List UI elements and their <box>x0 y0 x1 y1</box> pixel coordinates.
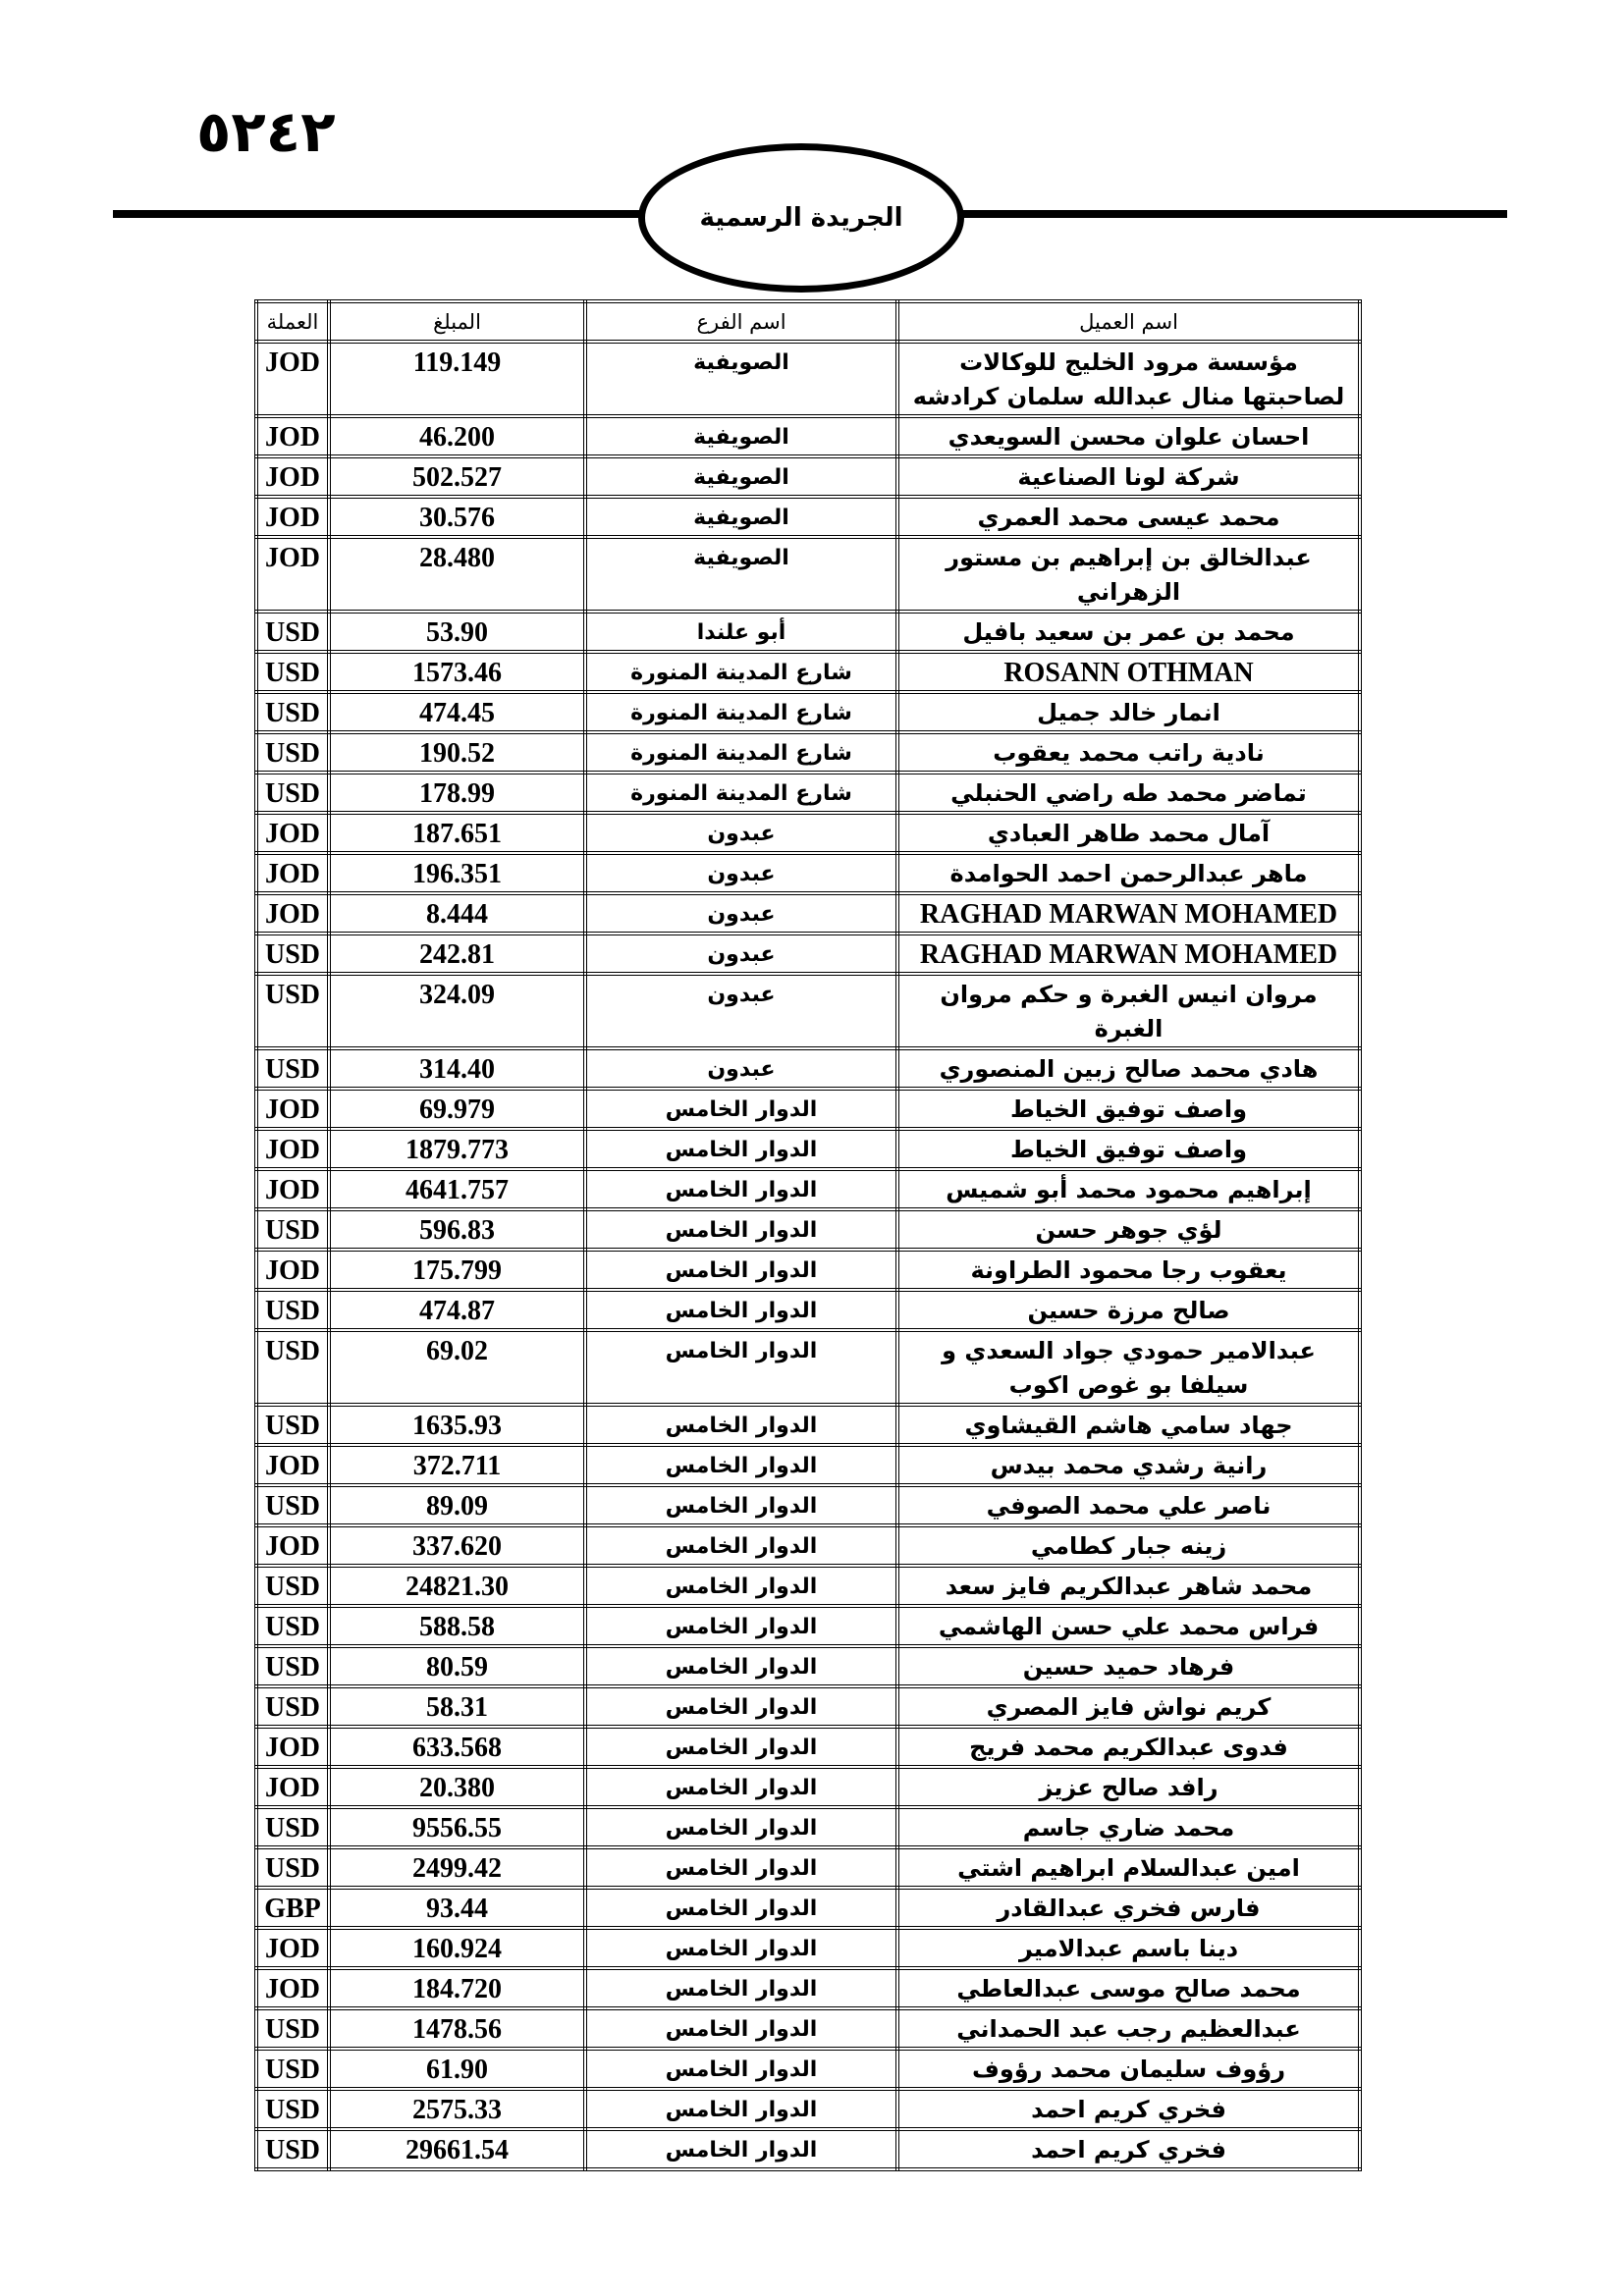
name-cell: محمد بن عمر بن سعيد بافيل <box>897 612 1360 652</box>
currency-cell: JOD <box>256 1968 329 2008</box>
name-cell: فارس فخري عبدالقادر <box>897 1888 1360 1928</box>
currency-cell: USD <box>256 1048 329 1089</box>
table-row <box>256 1686 1360 1727</box>
branch-cell: شارع المدينة المنورة <box>585 692 897 732</box>
name-cell: رؤوف سليمان محمد رؤوف <box>897 2049 1360 2089</box>
currency-cell: JOD <box>256 1250 329 1290</box>
amount-cell: 633.568 <box>329 1727 585 1767</box>
header-currency: العملة <box>256 301 329 342</box>
branch-cell: الدوار الخامس <box>585 1485 897 1525</box>
name-cell: مروان انيس الغبرة و حكم مروان الغبرة <box>897 974 1360 1048</box>
table-row <box>256 1968 1360 2008</box>
amount-cell: 175.799 <box>329 1250 585 1290</box>
amount-cell: 89.09 <box>329 1485 585 1525</box>
name-cell: عبدالامير حمودي جواد السعدي و سيلفا بو غوص اكوب <box>897 1330 1360 1405</box>
branch-cell: عبدون <box>585 853 897 893</box>
table-row <box>256 1209 1360 1250</box>
name-cell: شركة لونا الصناعية <box>897 456 1360 497</box>
name-cell: فخري كريم احمد <box>897 2129 1360 2169</box>
table-row <box>256 1646 1360 1686</box>
amount-cell: 93.44 <box>329 1888 585 1928</box>
currency-cell: JOD <box>256 1767 329 1807</box>
amount-cell: 8.444 <box>329 893 585 934</box>
amount-cell: 9556.55 <box>329 1807 585 1847</box>
amount-cell: 314.40 <box>329 1048 585 1089</box>
currency-cell: JOD <box>256 813 329 853</box>
name-cell: فدوى عبدالكريم محمد فريج <box>897 1727 1360 1767</box>
table-row <box>256 1807 1360 1847</box>
table-row <box>256 1089 1360 1129</box>
currency-cell: USD <box>256 1566 329 1606</box>
name-cell: لؤي جوهر حسن <box>897 1209 1360 1250</box>
branch-cell: الدوار الخامس <box>585 1566 897 1606</box>
branch-cell: الدوار الخامس <box>585 1928 897 1968</box>
name-cell: زينه جبار كطامي <box>897 1525 1360 1566</box>
name-cell: هادي محمد صالح زبين المنصوري <box>897 1048 1360 1089</box>
name-cell: واصف توفيق الخياط <box>897 1129 1360 1169</box>
name-cell: تماضر محمد طه راضي الحنبلي <box>897 773 1360 813</box>
table-row <box>256 1727 1360 1767</box>
name-cell: RAGHAD MARWAN MOHAMED <box>897 893 1360 934</box>
amount-cell: 160.924 <box>329 1928 585 1968</box>
header-amount: المبلغ <box>329 301 585 342</box>
amount-cell: 29661.54 <box>329 2129 585 2169</box>
branch-cell: الدوار الخامس <box>585 2089 897 2129</box>
name-cell: امين عبدالسلام ابراهيم اشتي <box>897 1847 1360 1888</box>
amount-cell: 1573.46 <box>329 652 585 692</box>
amount-cell: 324.09 <box>329 974 585 1048</box>
name-cell: صالح مرزة حسين <box>897 1290 1360 1330</box>
amount-cell: 1478.56 <box>329 2008 585 2049</box>
amount-cell: 474.87 <box>329 1290 585 1330</box>
currency-cell: USD <box>256 612 329 652</box>
amount-cell: 53.90 <box>329 612 585 652</box>
amount-cell: 474.45 <box>329 692 585 732</box>
branch-cell: الدوار الخامس <box>585 2129 897 2169</box>
table-row <box>256 1525 1360 1566</box>
name-cell: محمد عيسى محمد العمري <box>897 497 1360 537</box>
name-cell: RAGHAD MARWAN MOHAMED <box>897 934 1360 974</box>
branch-cell: الدوار الخامس <box>585 1089 897 1129</box>
table-row <box>256 2008 1360 2049</box>
branch-cell: الدوار الخامس <box>585 1646 897 1686</box>
currency-cell: USD <box>256 1209 329 1250</box>
branch-cell: الدوار الخامس <box>585 2049 897 2089</box>
table-row <box>256 1606 1360 1646</box>
currency-cell: JOD <box>256 853 329 893</box>
currency-cell: USD <box>256 692 329 732</box>
amount-cell: 2575.33 <box>329 2089 585 2129</box>
branch-cell: عبدون <box>585 893 897 934</box>
currency-cell: JOD <box>256 1129 329 1169</box>
table-row <box>256 732 1360 773</box>
currency-cell: USD <box>256 1405 329 1445</box>
name-cell: محمد شاهر عبدالكريم فايز سعد <box>897 1566 1360 1606</box>
table-row <box>256 416 1360 456</box>
branch-cell: الدوار الخامس <box>585 2008 897 2049</box>
currency-cell: USD <box>256 2089 329 2129</box>
table-row <box>256 1888 1360 1928</box>
name-cell: جهاد سامي هاشم القيشاوي <box>897 1405 1360 1445</box>
amount-cell: 80.59 <box>329 1646 585 1686</box>
currency-cell: USD <box>256 2129 329 2169</box>
branch-cell: عبدون <box>585 974 897 1048</box>
name-cell: يعقوب رجا محمود الطراونة <box>897 1250 1360 1290</box>
currency-cell: USD <box>256 2049 329 2089</box>
branch-cell: الدوار الخامس <box>585 1525 897 1566</box>
amount-cell: 20.380 <box>329 1767 585 1807</box>
branch-cell: عبدون <box>585 813 897 853</box>
table-row <box>256 692 1360 732</box>
amount-cell: 1879.773 <box>329 1129 585 1169</box>
currency-cell: USD <box>256 1807 329 1847</box>
name-cell: كريم نواش فايز المصري <box>897 1686 1360 1727</box>
name-cell: عبدالعظيم رجب عبد الحمداني <box>897 2008 1360 2049</box>
branch-cell: الصويفية <box>585 342 897 416</box>
branch-cell: أبو علندا <box>585 612 897 652</box>
amount-cell: 58.31 <box>329 1686 585 1727</box>
branch-cell: الدوار الخامس <box>585 1250 897 1290</box>
currency-cell: USD <box>256 1485 329 1525</box>
name-cell: آمال محمد طاهر العبادي <box>897 813 1360 853</box>
title-oval <box>638 143 964 293</box>
amount-cell: 184.720 <box>329 1968 585 2008</box>
amount-cell: 196.351 <box>329 853 585 893</box>
branch-cell: الصويفية <box>585 416 897 456</box>
amount-cell: 588.58 <box>329 1606 585 1646</box>
currency-cell: USD <box>256 2008 329 2049</box>
currency-cell: GBP <box>256 1888 329 1928</box>
currency-cell: USD <box>256 1646 329 1686</box>
amount-cell: 69.02 <box>329 1330 585 1405</box>
currency-cell: USD <box>256 732 329 773</box>
currency-cell: USD <box>256 773 329 813</box>
table-row <box>256 1767 1360 1807</box>
table-row <box>256 1928 1360 1968</box>
table-row <box>256 1405 1360 1445</box>
table-row <box>256 893 1360 934</box>
branch-cell: الدوار الخامس <box>585 1209 897 1250</box>
name-cell: رافد صالح عزيز <box>897 1767 1360 1807</box>
table-row <box>256 2049 1360 2089</box>
name-cell: فرهاد حميد حسين <box>897 1646 1360 1686</box>
page-number: ٥٢٤٢ <box>196 98 336 165</box>
branch-cell: الصويفية <box>585 537 897 612</box>
name-cell: عبدالخالق بن إبراهيم بن مستور الزهراني <box>897 537 1360 612</box>
currency-cell: JOD <box>256 456 329 497</box>
table-row <box>256 1847 1360 1888</box>
amount-cell: 187.651 <box>329 813 585 853</box>
name-cell: نادية راتب محمد يعقوب <box>897 732 1360 773</box>
branch-cell: الدوار الخامس <box>585 1606 897 1646</box>
amount-cell: 178.99 <box>329 773 585 813</box>
branch-cell: الدوار الخامس <box>585 1445 897 1485</box>
accounts-table <box>254 299 1362 2171</box>
currency-cell: JOD <box>256 893 329 934</box>
table-row <box>256 1048 1360 1089</box>
table-header-row <box>256 301 1360 342</box>
branch-cell: شارع المدينة المنورة <box>585 732 897 773</box>
currency-cell: USD <box>256 974 329 1048</box>
table-row <box>256 1330 1360 1405</box>
branch-cell: الدوار الخامس <box>585 1405 897 1445</box>
table-row <box>256 1250 1360 1290</box>
table-row <box>256 1485 1360 1525</box>
currency-cell: USD <box>256 652 329 692</box>
branch-cell: الدوار الخامس <box>585 1968 897 2008</box>
amount-cell: 596.83 <box>329 1209 585 1250</box>
table-row <box>256 1169 1360 1209</box>
amount-cell: 4641.757 <box>329 1169 585 1209</box>
branch-cell: الدوار الخامس <box>585 1290 897 1330</box>
amount-cell: 337.620 <box>329 1525 585 1566</box>
branch-cell: الدوار الخامس <box>585 1727 897 1767</box>
table-row <box>256 934 1360 974</box>
currency-cell: USD <box>256 1290 329 1330</box>
currency-cell: JOD <box>256 1169 329 1209</box>
amount-cell: 1635.93 <box>329 1405 585 1445</box>
currency-cell: USD <box>256 1686 329 1727</box>
header-branch: اسم الفرع <box>585 301 897 342</box>
amount-cell: 24821.30 <box>329 1566 585 1606</box>
currency-cell: USD <box>256 1847 329 1888</box>
amount-cell: 190.52 <box>329 732 585 773</box>
table-row <box>256 612 1360 652</box>
branch-cell: عبدون <box>585 934 897 974</box>
table-row <box>256 537 1360 612</box>
currency-cell: JOD <box>256 1928 329 1968</box>
currency-cell: USD <box>256 1606 329 1646</box>
table-row <box>256 497 1360 537</box>
name-cell: فخري كريم احمد <box>897 2089 1360 2129</box>
currency-cell: USD <box>256 1330 329 1405</box>
gazette-title: الجريدة الرسمية <box>699 203 903 233</box>
table-row <box>256 2129 1360 2169</box>
name-cell: دينا باسم عبدالامير <box>897 1928 1360 1968</box>
branch-cell: الدوار الخامس <box>585 1888 897 1928</box>
amount-cell: 61.90 <box>329 2049 585 2089</box>
table-row <box>256 853 1360 893</box>
branch-cell: الدوار الخامس <box>585 1169 897 1209</box>
table-row <box>256 2089 1360 2129</box>
name-cell: ROSANN OTHMAN <box>897 652 1360 692</box>
amount-cell: 242.81 <box>329 934 585 974</box>
header-name: اسم العميل <box>897 301 1360 342</box>
branch-cell: الدوار الخامس <box>585 1767 897 1807</box>
name-cell: انمار خالد جميل <box>897 692 1360 732</box>
amount-cell: 46.200 <box>329 416 585 456</box>
amount-cell: 28.480 <box>329 537 585 612</box>
table-row <box>256 974 1360 1048</box>
name-cell: مؤسسة مرود الخليج للوكالات لصاحبتها منال عبدالله سلمان كرادشه <box>897 342 1360 416</box>
currency-cell: JOD <box>256 537 329 612</box>
name-cell: محمد صالح موسى عبدالعاطي <box>897 1968 1360 2008</box>
amount-cell: 69.979 <box>329 1089 585 1129</box>
amount-cell: 2499.42 <box>329 1847 585 1888</box>
currency-cell: JOD <box>256 416 329 456</box>
branch-cell: الدوار الخامس <box>585 1686 897 1727</box>
currency-cell: JOD <box>256 1727 329 1767</box>
branch-cell: الدوار الخامس <box>585 1807 897 1847</box>
branch-cell: الصويفية <box>585 497 897 537</box>
table-row <box>256 773 1360 813</box>
branch-cell: الدوار الخامس <box>585 1847 897 1888</box>
currency-cell: JOD <box>256 1089 329 1129</box>
amount-cell: 502.527 <box>329 456 585 497</box>
name-cell: ماهر عبدالرحمن احمد الحوامدة <box>897 853 1360 893</box>
currency-cell: USD <box>256 934 329 974</box>
branch-cell: الدوار الخامس <box>585 1129 897 1169</box>
table-row <box>256 1566 1360 1606</box>
branch-cell: الدوار الخامس <box>585 1330 897 1405</box>
currency-cell: JOD <box>256 342 329 416</box>
branch-cell: عبدون <box>585 1048 897 1089</box>
table-row <box>256 813 1360 853</box>
name-cell: واصف توفيق الخياط <box>897 1089 1360 1129</box>
name-cell: احسان علوان محسن السويعدي <box>897 416 1360 456</box>
name-cell: ناصر علي محمد الصوفي <box>897 1485 1360 1525</box>
branch-cell: شارع المدينة المنورة <box>585 773 897 813</box>
table-row <box>256 1445 1360 1485</box>
currency-cell: JOD <box>256 1525 329 1566</box>
amount-cell: 119.149 <box>329 342 585 416</box>
currency-cell: JOD <box>256 497 329 537</box>
branch-cell: شارع المدينة المنورة <box>585 652 897 692</box>
table-row <box>256 652 1360 692</box>
name-cell: محمد ضاري جاسم <box>897 1807 1360 1847</box>
branch-cell: الصويفية <box>585 456 897 497</box>
currency-cell: JOD <box>256 1445 329 1485</box>
name-cell: إبراهيم محمود محمد أبو شميس <box>897 1169 1360 1209</box>
name-cell: فراس محمد علي حسن الهاشمي <box>897 1606 1360 1646</box>
amount-cell: 30.576 <box>329 497 585 537</box>
amount-cell: 372.711 <box>329 1445 585 1485</box>
table-row <box>256 1129 1360 1169</box>
table-row <box>256 1290 1360 1330</box>
table-row <box>256 342 1360 416</box>
table-row <box>256 456 1360 497</box>
name-cell: رانية رشدي محمد بيدس <box>897 1445 1360 1485</box>
